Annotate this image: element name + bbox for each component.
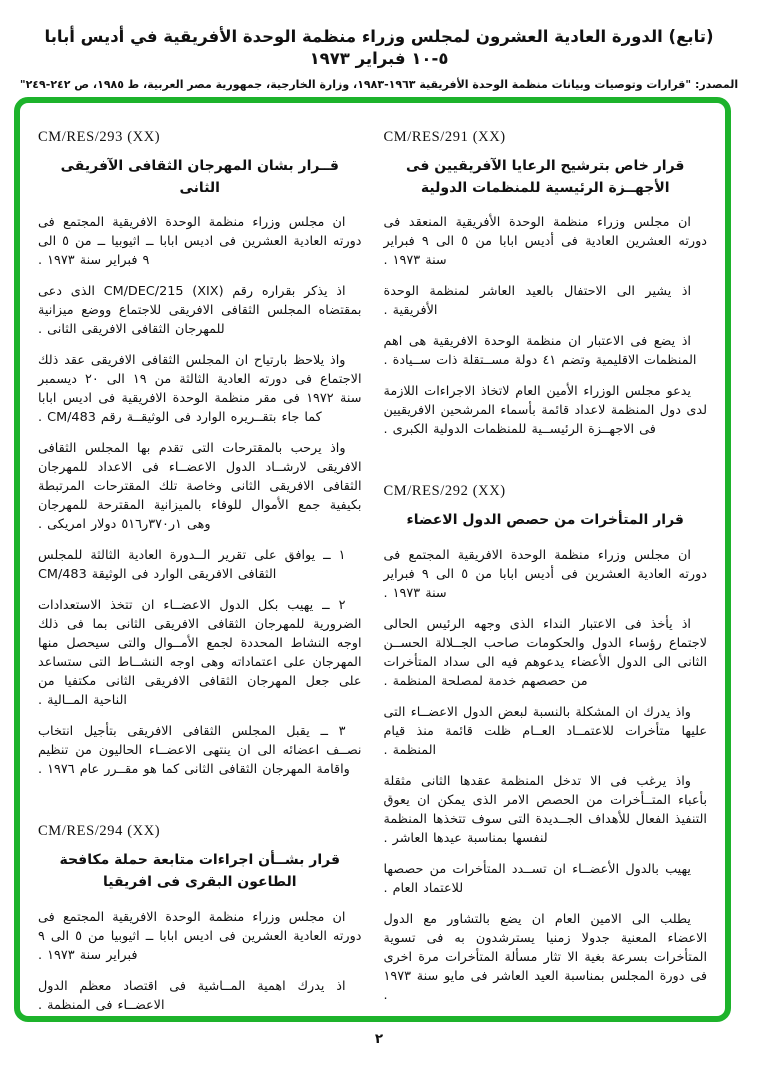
resolution-paragraph: واذ يلاحظ بارتياح ان المجلس الثقافى الافريقى عقد ذلك الاجتماع فى دورته العادية الثالثة من ١٩ الى ٢٠ ديسمبر سنة ١٩٧٢ فى مقر منظمة الوحدة الافريقية فى اديس ابابا كما جاء بتقــريره الوارد فى الوثيقــة رقم CM/483 . [38,353,362,426]
resolution-paragraph: ٢ ــ يهيب بكل الدول الاعضــاء ان تتخذ الاستعدادات الضرورية للمهرجان الثقافى الافريقى الثانى بما فى ذلك اوجه النشاط المحددة لجمع الأمــوال والتى سيحصل منها المهرجان على اعتماداته وهى اوجه النشــاط التى ستساعد على جعل المهرجان الثقافى الافريقى الثانى مكتفيا من الناحية المــالية . [38,598,362,709]
resolution-paragraph: اذ يشير الى الاحتفال بالعيد العاشر لمنظمة الوحدة الأفريقية . [383,284,691,319]
resolution-title: قرار خاص بترشيح الرعايا الآفريقيين فى الأجهــزة الرئيسية للمنظمات الدولية [406,158,685,196]
resolution-paragraph: ان مجلس وزراء منظمة الوحدة الافريقية المجتمع فى دورته العادية العشرين فى اديس ابابا ــ اثيوبيا من ٥ الى ٩ فبراير سنة ١٩٧٣ . [38,909,362,963]
resolution-paragraph: اذ يأخذ فى الاعتبار النداء الذى وجهه الرئيس الحالى لاجتماع رؤساء الدول والحكومات صاحب الجــلالة الحســن الثانى الى الدول الأعضاء يدعوهم فيه الى سداد المتأخرات من حصصهم خدمة لمصلحة المنظمة . [383,617,707,690]
resolution-code: CM/RES/294 (XX) [38,823,161,840]
resolution-title: قــرار بشان المهرجان الثقافى الآفريقى الثانى [60,158,339,196]
resolution-paragraph: يطلب الى الامين العام ان يضع بالتشاور مع الدول الاعضاء المعنية جدولا زمنيا يسترشدون به فى تسوية المتأخرات بسرعة بغية الا تثار مسألة المتأخرات مرة اخرى فى دورة المجلس بمناسبة العيد العاشر فى مايو سنة ١٩٧٣ . [383,912,707,1004]
resolution-code: CM/RES/292 (XX) [383,483,506,500]
resolution-paragraph: اذ يضع فى الاعتبار ان منظمة الوحدة الافريقية هى اهم المنظمات الاقليمية وتضم ٤١ دولة مســتقلة ذات ســيادة . [383,334,697,369]
session-header-title: (تابع) الدورة العادية العشرون لمجلس وزراء منظمة الوحدة الأفريقية في أديس أبابا ٥-١٠ فبراير ١٩٧٣ [44,27,714,69]
resolution-paragraph: واذ يدرك ان المشكلة بالنسبة لبعض الدول الاعضــاء التى عليها متأخرات للاعتمــاد العــام ظلت قائمة منذ قيام المنظمة . [383,705,707,759]
resolution-paragraph: اذ يدرك اهمية المــاشية فى اقتصاد معظم الدول الاعضــاء فى المنظمة . [38,978,346,1013]
resolution-paragraph: اذ يذكر بقراره رقم CM/DEC/215 (XIX) الذى دعى بمقتضاه المجلس الثقافى الافريقى للاجتماع ووضع ميزانية للمهرجان الثقافى الافريقى الثانى . [38,284,362,338]
resolution-code: CM/RES/293 (XX) [38,129,161,145]
source-citation-line: المصدر: "قرارات وتوصيات وبيانات منظمة الوحدة الأفريقية ١٩٦٣-١٩٨٣، وزارة الخارجية، جمهورية مصر العربية، ط ١٩٨٥، ص ٢٤٢-٢٤٩" [19,77,739,91]
resolution-title: قرار بشــأن اجراءات متابعة حملة مكافحة الطاعون البقرى فى افريقيا [59,852,341,891]
resolution-paragraph: ان مجلس وزراء منظمة الوحدة الأفريقية المنعقد فى دورته العشرين العادية فى أديس ابابا من ٥ الى ٩ فبراير سنة ١٩٧٣ . [383,215,707,269]
resolution-paragraph: يهيب بالدول الأعضــاء ان تســدد المتأخرات من حصصها للاعتماد العام . [383,862,691,897]
resolution-code: CM/RES/291 (XX) [383,129,506,145]
resolution-paragraph: ١ ــ يوافق على تقرير الــدورة العادية الثالثة للمجلس الثقافى الافريقى الوارد فى الوثيقة CM/483 [38,548,346,583]
resolution-paragraph: واذ يرغب فى الا تدخل المنظمة عقدها الثانى مثقلة بأعباء المتــأخرات من الحصص الامر الذى يمكن ان يعوق التنفيذ الفعال للأهداف الجــديدة التى سوف تتخذها المنظمة لنفسها بمناسبة عيدها العاشر . [383,774,707,847]
page-header [0,0,758,91]
resolution-paragraph: يدعو مجلس الوزراء الأمين العام لاتخاذ الاجراءات اللازمة لدى دول المنظمة لاعداد قائمة بأسماء المرشحين الافريقيين فى الاجهــزة الرئيســية للمنظمات الدولية الكبرى . [383,384,707,438]
resolution-title: قرار المتأخرات من حصص الدول الاعضاء [406,512,684,529]
column-right-resolutions-291-292 [384,129,708,1006]
resolution-paragraph: ان مجلس وزراء منظمة الوحدة الافريقية المجتمع فى دورته العادية العشرين فى اديس ابابا ــ اثيوبيا ــ من ٥ الى ٩ فبراير سنة ١٩٧٣ . [38,215,362,269]
resolution-paragraph: ٣ ــ يقبل المجلس الثقافى الافريقى بتأجيل انتخاب نصــف اعضائه الى ان ينتهى الاعضــاء الحاليون من تنظيم واقامة المهرجان الثقافى الثانى كما هو مقــرر عام ١٩٧٦ . [38,724,362,778]
resolution-paragraph: ان مجلس وزراء منظمة الوحدة الافريقية المجتمع فى دورته العادية العشرين فى أديس ابابا من ٥ الى ٩ فبراير سنة ١٩٧٣ . [383,548,707,602]
green-border-frame [14,97,731,1022]
column-left-resolutions-293-294 [38,129,362,1013]
page-number: ٢ [374,1031,384,1047]
resolution-paragraph: واذ يرحب بالمقترحات التى تقدم بها المجلس الثقافى الافريقى لارشــاد الدول الاعضــاء فى الاعداد للمهرجان الثقافى الافريقى الثانى وخاصة تلك المقترحات المرتبطة بكيفية جمع الأموال للوفاء بالميزانية المقترحة للمهرجان وهى ١ر٣٧٠ر٥١٦ دولار امريكى . [38,441,362,533]
